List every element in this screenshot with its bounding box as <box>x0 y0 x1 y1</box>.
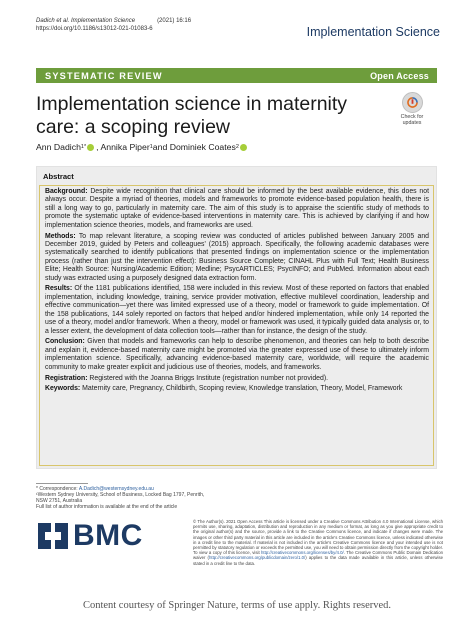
correspondence-email[interactable]: A.Dadich@westernsydney.edu.au <box>78 486 154 492</box>
section-label: Background: <box>45 188 88 195</box>
author-name[interactable]: , Annika Piper <box>96 142 150 152</box>
section-label: Conclusion: <box>45 338 85 346</box>
affiliation-1: ¹Western Sydney University, School of Business, Locked Bag 1797, Penrith, NSW 2751, Australia <box>36 492 205 504</box>
public-domain-link[interactable]: http://creativecommons.org/publicdomain/zero/1.0/ <box>209 555 306 561</box>
section-text: Of the 1181 publications identified, 158 were included in this review. Most of these reported on factors that enabled implementation, including knowledge, training, service provider motivation, effective multilevel coordination, leadership and effective communication—yet there was limited expressed use of a theory, model or framework to guide implementation. Of the 158 publications, 144 solely reported on factors that helped and/or hindered implementation, while only 14 reported the use of a theory, model and/or framework. When a theory, model or framework was used, it typically guided data analysis or, to a lesser extent, the development of data collection tools—rather than for instance, the design of the study. <box>45 285 429 335</box>
abstract-body <box>39 185 434 466</box>
author-name[interactable]: and Dominiek Coates <box>152 142 236 152</box>
section-label: Registration: <box>45 374 88 382</box>
abstract-section <box>45 285 429 335</box>
correspondence-label: * Correspondence: <box>36 486 79 492</box>
doi-link[interactable]: https://doi.org/10.1186/s13012-021-01083-6 <box>36 26 153 32</box>
abstract-section <box>45 375 429 383</box>
section-text: Despite wide recognition that clinical care should be informed by the best available evidence, this does not always occur. Despite a myriad of theories, models and frameworks to promote evidence-based population health, there is still a long way to go, particularly in maternity care. The aim of this study is to appraise the scientific study of methods to promote the systematic uptake of evidence-based interventions in maternity care. This is achieved by clarifying if and how implementation science theories, models, and frameworks are used. <box>45 188 429 229</box>
open-access-label: Open Access <box>370 70 429 81</box>
bmc-logo-text: BMC <box>73 519 143 552</box>
article-type-banner <box>36 68 437 83</box>
citation-year-volume: (2021) 16:16 <box>157 18 192 24</box>
check-updates-icon <box>402 92 423 113</box>
abstract-section <box>45 188 429 230</box>
section-label: Methods: <box>45 232 76 240</box>
section-label: Results: <box>45 285 73 293</box>
article-title: Implementation science in maternity care: a scoping review <box>36 93 348 138</box>
author-info-note: Full list of author information is available at the end of the article <box>36 504 178 510</box>
footnote-divider <box>36 483 88 484</box>
author-list: Ann Dadich 1* , Annika Piper 1 and Dominiek Coates 2 <box>36 142 249 152</box>
abstract-section <box>45 385 429 393</box>
content-credit: Content courtesy of Springer Nature, terms of use apply. Rights reserved. <box>82 600 392 611</box>
check-updates-line1: Check for <box>400 114 424 120</box>
footnotes <box>36 486 216 510</box>
section-text: Given that models and frameworks can help to describe phenomenon, and theories can help to both describe and explain it, evidence-based maternity care might be promoted via the greater expressed use of these to ultimately inform implementation science. Specifically, advancing evidence-based maternity care, worldwide, will require the academic community to make greater explicit and judicious use of theories, models, and frameworks. <box>45 338 429 371</box>
license-statement <box>193 519 443 566</box>
license-text-2: . The Creative Commons Public Domain Dedication waiver ( <box>193 550 444 561</box>
abstract-section <box>45 338 429 372</box>
orcid-icon[interactable] <box>87 144 94 151</box>
license-text: © The Author(s). 2021 Open Access This article is licensed under a Creative Commons Attribution 4.0 International License, which permits use, sharing, adaptation, distribution and reproduction in any medium or format, as long as you give appropriate credit to the original author(s) and the source, provide a link to the Creative Commons licence, and indicate if changes were made. The images or other third party material in this article are included in the article's Creative Commons licence, unless indicated otherwise in a credit line to the material. If material is not included in the article's Creative Commons licence and your intended use is not permitted by statutory regulation or exceeds the permitted use, you will need to obtain permission directly from the copyright holder. To view a copy of this licence, visit <box>193 519 443 556</box>
section-text: Maternity care, Pregnancy, Childbirth, Scoping review, Knowledge translation, Theory, Model, Framework <box>80 385 403 393</box>
license-link[interactable]: http://creativecommons.org/licenses/by/4.0/ <box>261 550 344 556</box>
abstract-box <box>36 166 437 469</box>
author-name[interactable]: Ann Dadich <box>36 142 81 152</box>
section-text: Registered with the Joanna Briggs Institute (registration number not provided). <box>87 374 329 382</box>
abstract-heading: Abstract <box>43 172 74 181</box>
section-text: To map relevant literature, a scoping review was conducted of articles published between January 2005 and December 2019, guided by Peters and colleagues' (2015) approach. Specifically, the following academic databases were systematically searched to identify publications that presented findings on implementation science or the implementation process (rather than just the intervention effect): Business Source Complete; CINAHL Plus with Full Text; Health Business Elite; Health Source: Nursing/Academic Edition; Medline; PsycARTICLES; PsycINFO; and PubMed. Information about each study was extracted using a purposely designed data extraction form. <box>45 232 429 282</box>
check-for-updates-badge[interactable] <box>397 92 427 129</box>
bmc-mark-icon <box>36 521 70 551</box>
section-label: Keywords: <box>45 385 81 393</box>
bmc-logo <box>36 519 143 553</box>
citation-authors: Dadich et al. Implementation Science <box>36 18 136 24</box>
license-text-3: ) applies to the data made available in this article, unless otherwise stated in a credit line to the data. <box>193 555 443 566</box>
abstract-section <box>45 233 429 283</box>
citation-header <box>36 17 191 33</box>
article-type-label: SYSTEMATIC REVIEW <box>45 70 163 81</box>
check-updates-line2: updates <box>402 120 422 126</box>
orcid-icon[interactable] <box>240 144 247 151</box>
journal-name: Implementation Science <box>306 25 440 39</box>
